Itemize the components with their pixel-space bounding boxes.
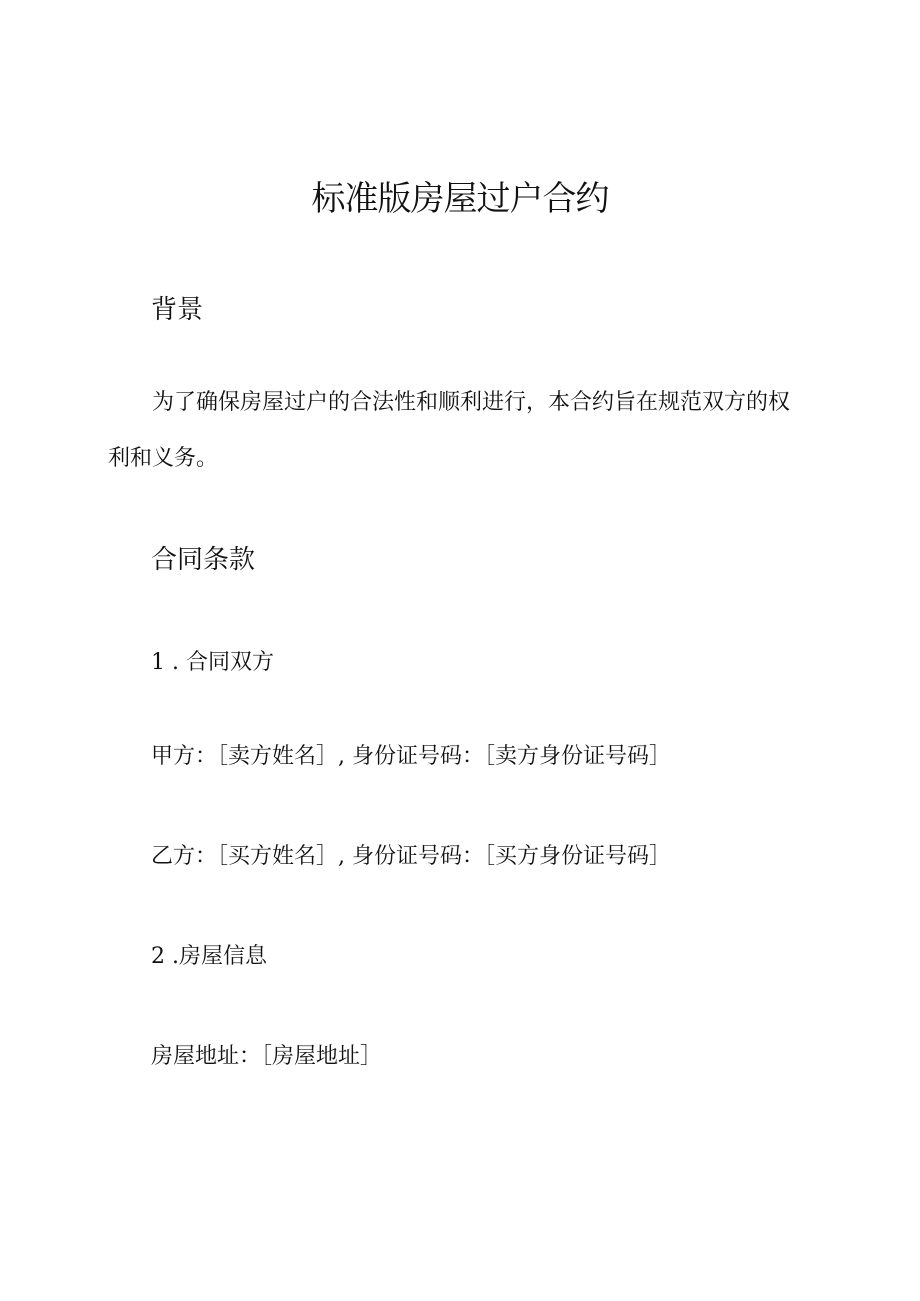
clause-2-heading: 2 .房屋信息	[151, 944, 267, 969]
document-title: 标准版房屋过户合约	[311, 179, 609, 219]
property-address-line: 房屋地址：［房屋地址］	[151, 1044, 383, 1069]
clause-1-heading: 1 . 合同双方	[151, 650, 274, 675]
background-paragraph: 为了确保房屋过户的合法性和顺利进行，本合约旨在规范双方的权利和义务。	[108, 390, 791, 471]
party-a-line: 甲方：［卖方姓名］, 身份证号码：［卖方身份证号码］	[151, 744, 671, 769]
section-heading-background: 背景	[151, 295, 204, 325]
party-b-line: 乙方：［买方姓名］, 身份证号码：［买方身份证号码］	[151, 844, 671, 869]
section-heading-terms: 合同条款	[151, 545, 256, 575]
